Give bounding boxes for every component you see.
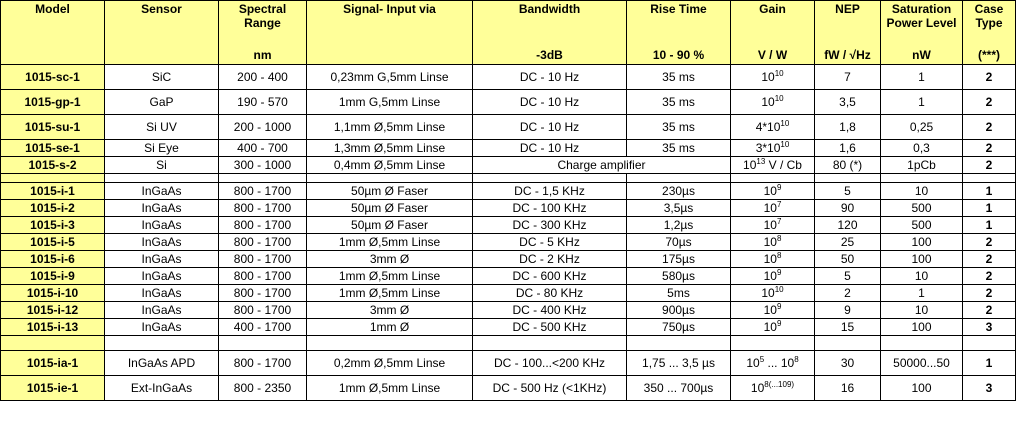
case-type-cell: 2 — [963, 285, 1016, 302]
table-row — [1, 302, 1016, 319]
model-cell: 1015-i-9 — [1, 268, 105, 285]
range-cell: 400 - 700 — [219, 140, 307, 157]
gain-cell: $10^9$ — [731, 319, 815, 336]
nep-cell: 3,5 — [815, 90, 881, 115]
input-cell: 50µm Ø Faser — [307, 183, 473, 200]
rise-time-cell: 900µs — [627, 302, 731, 319]
model-cell: 1015-sc-1 — [1, 65, 105, 90]
model-cell: 1015-i-1 — [1, 183, 105, 200]
case-type-cell: 2 — [963, 268, 1016, 285]
range-cell: 300 - 1000 — [219, 157, 307, 174]
header-rise-time: Rise Time 10 - 90 % — [627, 1, 731, 65]
bandwidth-cell: DC - 10 Hz — [473, 140, 627, 157]
saturation-cell: 1 — [881, 65, 963, 90]
case-type-cell: 2 — [963, 234, 1016, 251]
gain-cell: $10^9$ — [731, 183, 815, 200]
saturation-cell: 100 — [881, 319, 963, 336]
model-cell: 1015-i-5 — [1, 234, 105, 251]
case-type-cell: 2 — [963, 115, 1016, 140]
gain-cell: $10^5$ ... $10^8$ — [731, 351, 815, 376]
sensor-cell: InGaAs — [105, 285, 219, 302]
gain-cell: $10^8$ — [731, 251, 815, 268]
nep-cell: 9 — [815, 302, 881, 319]
bandwidth-cell: DC - 100 KHz — [473, 200, 627, 217]
saturation-cell: 10 — [881, 183, 963, 200]
table-row — [1, 115, 1016, 140]
range-cell: 200 - 400 — [219, 65, 307, 90]
gain-cell: $10^7$ — [731, 200, 815, 217]
saturation-cell: 100 — [881, 376, 963, 401]
nep-cell: 5 — [815, 183, 881, 200]
gain-cell: $10^{10}$ — [731, 285, 815, 302]
model-cell: 1015-i-2 — [1, 200, 105, 217]
saturation-cell: 100 — [881, 251, 963, 268]
bandwidth-cell: DC - 600 KHz — [473, 268, 627, 285]
header-bandwidth: Bandwidth -3dB — [473, 1, 627, 65]
range-cell: 800 - 1700 — [219, 183, 307, 200]
nep-cell: 120 — [815, 217, 881, 234]
model-cell: 1015-i-12 — [1, 302, 105, 319]
gain-cell: $10^{10}$ — [731, 90, 815, 115]
model-cell: 1015-se-1 — [1, 140, 105, 157]
charge-amplifier-cell: Charge amplifier — [473, 157, 731, 174]
input-cell: 50µm Ø Faser — [307, 217, 473, 234]
sensor-cell: Si Eye — [105, 140, 219, 157]
header-gain-unit: V / W — [757, 48, 788, 62]
header-saturation: Saturation Power Level nW — [881, 1, 963, 65]
nep-cell: 90 — [815, 200, 881, 217]
case-type-cell: 2 — [963, 157, 1016, 174]
case-type-cell: 2 — [963, 302, 1016, 319]
header-sensor: Sensor — [105, 1, 219, 65]
table-row — [1, 200, 1016, 217]
input-cell: 1mm Ø,5mm Linse — [307, 285, 473, 302]
case-type-cell: 1 — [963, 217, 1016, 234]
bandwidth-cell: DC - 2 KHz — [473, 251, 627, 268]
bandwidth-cell: DC - 400 KHz — [473, 302, 627, 319]
nep-cell: 2 — [815, 285, 881, 302]
table-row — [1, 268, 1016, 285]
saturation-cell: 500 — [881, 200, 963, 217]
range-cell: 800 - 2350 — [219, 376, 307, 401]
table-row — [1, 319, 1016, 336]
nep-cell: 80 (*) — [815, 157, 881, 174]
range-cell: 800 - 1700 — [219, 285, 307, 302]
sensor-cell: InGaAs — [105, 302, 219, 319]
nep-cell: 7 — [815, 65, 881, 90]
table-row — [1, 285, 1016, 302]
bandwidth-cell: DC - 100...<200 KHz — [473, 351, 627, 376]
input-cell: 1mm G,5mm Linse — [307, 90, 473, 115]
sensor-cell: InGaAs — [105, 268, 219, 285]
header-case-type-unit: (***) — [977, 48, 1000, 62]
header-signal-input: Signal- Input via — [307, 1, 473, 65]
sensor-cell: Si UV — [105, 115, 219, 140]
nep-cell: 1,6 — [815, 140, 881, 157]
table-row — [1, 183, 1016, 200]
saturation-cell: 1 — [881, 285, 963, 302]
rise-time-cell: 5ms — [627, 285, 731, 302]
bandwidth-cell: DC - 10 Hz — [473, 90, 627, 115]
saturation-cell: 10 — [881, 268, 963, 285]
gain-cell: $4*10^{10}$ — [731, 115, 815, 140]
model-cell: 1015-ia-1 — [1, 351, 105, 376]
header-rise-time-unit: 10 - 90 % — [652, 48, 705, 62]
input-cell: 1mm Ø — [307, 319, 473, 336]
saturation-cell: 1pCb — [881, 157, 963, 174]
rise-time-cell: 1,75 ... 3,5 µs — [627, 351, 731, 376]
table-row — [1, 157, 1016, 174]
case-type-cell: 2 — [963, 65, 1016, 90]
header-nep: NEP fW / √Hz — [815, 1, 881, 65]
header-gain: Gain V / W — [731, 1, 815, 65]
nep-cell: 5 — [815, 268, 881, 285]
range-cell: 190 - 570 — [219, 90, 307, 115]
model-cell: 1015-i-10 — [1, 285, 105, 302]
input-cell: 1,3mm Ø,5mm Linse — [307, 140, 473, 157]
range-cell: 200 - 1000 — [219, 115, 307, 140]
sensor-cell: SiC — [105, 65, 219, 90]
table-row — [1, 251, 1016, 268]
rise-time-cell: 750µs — [627, 319, 731, 336]
bandwidth-cell: DC - 10 Hz — [473, 65, 627, 90]
bandwidth-cell: DC - 500 KHz — [473, 319, 627, 336]
table-row — [1, 376, 1016, 401]
range-cell: 800 - 1700 — [219, 217, 307, 234]
rise-time-cell: 70µs — [627, 234, 731, 251]
rise-time-cell: 35 ms — [627, 115, 731, 140]
gain-cell: $10^{8(...109)}$ — [731, 376, 815, 401]
case-type-cell: 2 — [963, 90, 1016, 115]
range-cell: 800 - 1700 — [219, 351, 307, 376]
input-cell: 1mm Ø,5mm Linse — [307, 234, 473, 251]
sensor-cell: InGaAs APD — [105, 351, 219, 376]
nep-cell: 50 — [815, 251, 881, 268]
case-type-cell: 1 — [963, 351, 1016, 376]
sensor-cell: InGaAs — [105, 234, 219, 251]
model-cell: 1015-gp-1 — [1, 90, 105, 115]
case-type-cell: 2 — [963, 251, 1016, 268]
nep-cell: 1,8 — [815, 115, 881, 140]
input-cell: 1,1mm Ø,5mm Linse — [307, 115, 473, 140]
gain-cell: $10^{13}$ V / Cb — [731, 157, 815, 174]
saturation-cell: 10 — [881, 302, 963, 319]
nep-cell: 16 — [815, 376, 881, 401]
table-row — [1, 234, 1016, 251]
case-type-cell: 3 — [963, 319, 1016, 336]
rise-time-cell: 35 ms — [627, 65, 731, 90]
input-cell: 3mm Ø — [307, 251, 473, 268]
rise-time-cell: 35 ms — [627, 140, 731, 157]
input-cell: 50µm Ø Faser — [307, 200, 473, 217]
header-spectral-range-unit: nm — [253, 48, 272, 62]
gain-cell: $10^{10}$ — [731, 65, 815, 90]
model-cell: 1015-s-2 — [1, 157, 105, 174]
rise-time-cell: 1,2µs — [627, 217, 731, 234]
spacer-row — [1, 336, 1016, 351]
header-spectral-range: Spectral Range nm — [219, 1, 307, 65]
range-cell: 800 - 1700 — [219, 268, 307, 285]
model-cell: 1015-i-6 — [1, 251, 105, 268]
saturation-cell: 100 — [881, 234, 963, 251]
sensor-cell: GaP — [105, 90, 219, 115]
case-type-cell: 1 — [963, 200, 1016, 217]
saturation-cell: 1 — [881, 90, 963, 115]
bandwidth-cell: DC - 300 KHz — [473, 217, 627, 234]
input-cell: 1mm Ø,5mm Linse — [307, 268, 473, 285]
rise-time-cell: 350 ... 700µs — [627, 376, 731, 401]
range-cell: 800 - 1700 — [219, 251, 307, 268]
header-case-type: Case Type (***) — [963, 1, 1016, 65]
gain-cell: $10^7$ — [731, 217, 815, 234]
case-type-cell: 3 — [963, 376, 1016, 401]
sensor-cell: InGaAs — [105, 183, 219, 200]
range-cell: 800 - 1700 — [219, 200, 307, 217]
header-row — [1, 1, 1016, 65]
table-row — [1, 140, 1016, 157]
sensor-cell: InGaAs — [105, 251, 219, 268]
header-bandwidth-unit: -3dB — [536, 48, 563, 62]
nep-cell: 25 — [815, 234, 881, 251]
header-model: Model — [1, 1, 105, 65]
input-cell: 0,23mm G,5mm Linse — [307, 65, 473, 90]
model-cell: 1015-i-13 — [1, 319, 105, 336]
sensor-cell: InGaAs — [105, 217, 219, 234]
table-row — [1, 65, 1016, 90]
saturation-cell: 0,3 — [881, 140, 963, 157]
bandwidth-cell: DC - 80 KHz — [473, 285, 627, 302]
input-cell: 3mm Ø — [307, 302, 473, 319]
gain-cell: $10^8$ — [731, 234, 815, 251]
range-cell: 800 - 1700 — [219, 234, 307, 251]
rise-time-cell: 175µs — [627, 251, 731, 268]
rise-time-cell: 230µs — [627, 183, 731, 200]
rise-time-cell: 3,5µs — [627, 200, 731, 217]
bandwidth-cell: DC - 1,5 KHz — [473, 183, 627, 200]
bandwidth-cell: DC - 10 Hz — [473, 115, 627, 140]
range-cell: 400 - 1700 — [219, 319, 307, 336]
case-type-cell: 1 — [963, 183, 1016, 200]
table-row — [1, 217, 1016, 234]
rise-time-cell: 35 ms — [627, 90, 731, 115]
case-type-cell: 2 — [963, 140, 1016, 157]
gain-cell: $10^9$ — [731, 268, 815, 285]
nep-cell: 30 — [815, 351, 881, 376]
sensor-cell: InGaAs — [105, 200, 219, 217]
bandwidth-cell: DC - 5 KHz — [473, 234, 627, 251]
header-nep-unit: fW / √Hz — [824, 48, 871, 62]
input-cell: 1mm Ø,5mm Linse — [307, 376, 473, 401]
bandwidth-cell: DC - 500 Hz (<1KHz) — [473, 376, 627, 401]
input-cell: 0,4mm Ø,5mm Linse — [307, 157, 473, 174]
nep-cell: 15 — [815, 319, 881, 336]
rise-time-cell: 580µs — [627, 268, 731, 285]
table-row — [1, 351, 1016, 376]
saturation-cell: 0,25 — [881, 115, 963, 140]
sensor-cell: Ext-InGaAs — [105, 376, 219, 401]
sensor-cell: InGaAs — [105, 319, 219, 336]
gain-cell: $10^9$ — [731, 302, 815, 319]
sensor-cell: Si — [105, 157, 219, 174]
model-cell: 1015-su-1 — [1, 115, 105, 140]
model-cell: 1015-ie-1 — [1, 376, 105, 401]
header-saturation-unit: nW — [912, 48, 931, 62]
saturation-cell: 500 — [881, 217, 963, 234]
gain-cell: $3*10^{10}$ — [731, 140, 815, 157]
saturation-cell: 50000...50 — [881, 351, 963, 376]
input-cell: 0,2mm Ø,5mm Linse — [307, 351, 473, 376]
spacer-row — [1, 174, 1016, 183]
model-cell: 1015-i-3 — [1, 217, 105, 234]
range-cell: 800 - 1700 — [219, 302, 307, 319]
table-row — [1, 90, 1016, 115]
